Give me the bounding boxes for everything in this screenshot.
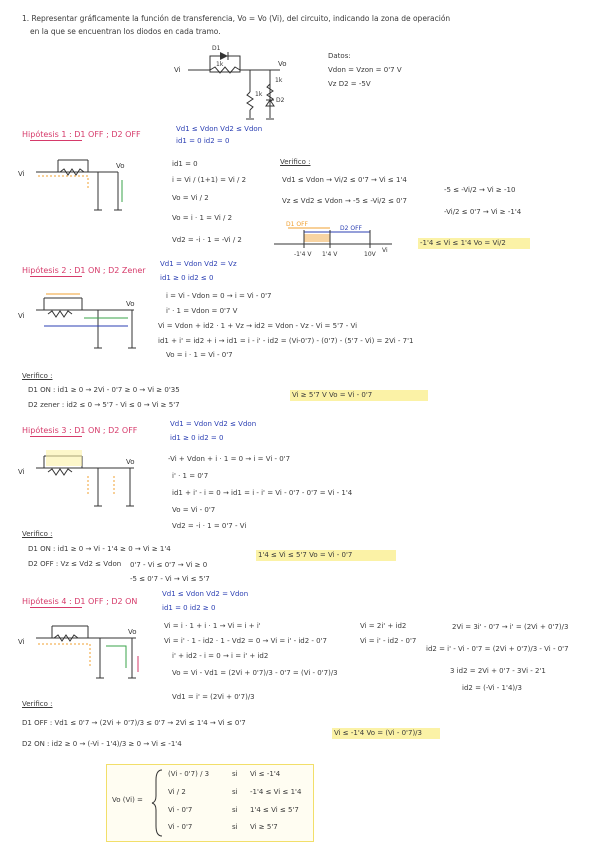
h3-eq-1: -Vi + Vdon + i · 1 = 0 → i = Vi - 0'7 (168, 455, 291, 463)
final-row-3-si: si (232, 806, 238, 814)
h1-eq-5: Vd2 = -i · 1 = -Vi / 2 (172, 236, 242, 244)
hypothesis-3-underline (30, 436, 82, 437)
h1-condition-2: id1 = 0 id2 = 0 (176, 137, 230, 145)
h4-eq-3: i' + id2 - i = 0 → i = i' + id2 (172, 652, 269, 660)
label-vo: Vo (278, 60, 287, 68)
h2-condition-2: id1 ≥ 0 id2 ≤ 0 (160, 274, 214, 282)
h1-condition-1: Vd1 ≤ Vdon Vd2 ≤ Vdon (176, 125, 263, 133)
hypothesis-1-title: Hipótesis 1 : D1 OFF ; D2 OFF (22, 130, 141, 139)
hypothesis-2-underline (30, 276, 82, 277)
h4-result: Vi ≤ -1'4 Vo = (Vi - 0'7)/3 (334, 729, 422, 737)
h4-verify-1: D1 OFF : Vd1 ≤ 0'7 → (2Vi + 0'7)/3 ≤ 0'7 → 2Vi ≤ 1'4 → Vi ≤ 0'7 (22, 719, 246, 727)
h1-verify-3a: -5 ≤ -Vi/2 → Vi ≥ -10 (444, 186, 516, 194)
h1-eq-1: id1 = 0 (172, 160, 198, 168)
h1-vi-label: Vi (18, 170, 25, 178)
h4-result-2: id2 = i' - Vi - 0'7 = (2Vi + 0'7)/3 - Vi - 0'7 (426, 645, 569, 653)
main-circuit-diagram (170, 44, 310, 124)
h3-result: 1'4 ≤ Vi ≤ 5'7 Vo = Vi - 0'7 (258, 551, 353, 559)
h3-condition-1: Vd1 = Vdon Vd2 ≤ Vdon (170, 420, 257, 428)
h4-verify-2: D2 ON : id2 ≥ 0 → (-Vi - 1'4)/3 ≥ 0 → Vi ≤ -1'4 (22, 740, 182, 748)
h1-axis-14: 1'4 V (322, 251, 338, 258)
label-r2: 1k (255, 91, 263, 98)
hypothesis-3-title: Hipótesis 3 : D1 ON ; D2 OFF (22, 426, 138, 435)
h2-condition-1: Vd1 = Vdon Vd2 = Vz (160, 260, 237, 268)
h1-overlap-region (304, 234, 330, 242)
datos-line-1: Vdon = Vzon = 0'7 V (328, 66, 402, 74)
h2-eq-4: id1 + i' = id2 + i → id1 = i - i' - id2 = (Vi-0'7) - (0'7) - (5'7 - Vi) = 2Vi - 7'1 (158, 337, 414, 345)
datos-title: Datos: (328, 52, 351, 60)
h4-result-3: 3 id2 = 2Vi + 0'7 - 3Vi - 2'1 (450, 667, 546, 675)
h1-d1off-label: D1 OFF (286, 221, 308, 228)
h4-side-1: Vi = 2i' + id2 (360, 622, 407, 630)
h3-verify-3b: -5 ≤ 0'7 - Vi → Vi ≤ 5'7 (130, 575, 210, 583)
h4-vo-label: Vo (128, 628, 137, 636)
final-row-2-cond: -1'4 ≤ Vi ≤ 1'4 (250, 788, 302, 796)
final-brace-icon (152, 768, 164, 838)
h4-eq-4: Vo = Vi - Vd1 = (2Vi + 0'7)/3 - 0'7 = (Vi - 0'7)/3 (172, 669, 338, 677)
final-row-2-expr: Vi / 2 (168, 788, 186, 796)
h1-result: -1'4 ≤ Vi ≤ 1'4 Vo = Vi/2 (420, 239, 506, 247)
datos-line-2: Vz D2 = -5V (328, 80, 371, 88)
h1-verifico-title: Verifico : (280, 158, 311, 166)
final-row-4-expr: Vi - 0'7 (168, 823, 193, 831)
h3-verifico-title: Verifico : (22, 530, 53, 538)
h3-verify-1: D1 ON : id1 ≥ 0 → Vi - 1'4 ≥ 0 → Vi ≥ 1'4 (28, 545, 171, 553)
h4-eq-1: Vi = i · 1 + i · 1 → Vi = i + i' (164, 622, 261, 630)
h1-eq-3: Vo = Vi / 2 (172, 194, 209, 202)
final-row-3-cond: 1'4 ≤ Vi ≤ 5'7 (250, 806, 299, 814)
final-row-3-expr: Vi - 0'7 (168, 806, 193, 814)
h1-axis-10: 10V (364, 251, 376, 258)
h2-result: Vi ≥ 5'7 V Vo = Vi - 0'7 (292, 391, 373, 399)
h1-circuit-diagram (18, 150, 148, 220)
h1-eq-2: i = Vi / (1+1) = Vi / 2 (172, 176, 247, 184)
h2-eq-5: Vo = i · 1 = Vi - 0'7 (166, 351, 233, 359)
h4-eq-5: Vd1 = i' = (2Vi + 0'7)/3 (172, 693, 255, 701)
h4-result-4: id2 = (-Vi - 1'4)/3 (462, 684, 522, 692)
label-r1: 1k (216, 61, 224, 68)
final-lhs: Vo (Vi) = (112, 796, 143, 804)
h1-verify-3b: -Vi/2 ≤ 0'7 → Vi ≥ -1'4 (444, 208, 522, 216)
h3-circuit-diagram (18, 446, 148, 516)
label-d2: D2 (276, 97, 285, 104)
final-row-1-cond: Vi ≤ -1'4 (250, 770, 281, 778)
final-row-1-si: si (232, 770, 238, 778)
h1-eq-4: Vo = i · 1 = Vi / 2 (172, 214, 233, 222)
d1-symbol-icon (220, 52, 228, 60)
h2-eq-3: Vi = Vdon + id2 · 1 + Vz → id2 = Vdon - Vz - Vi = 5'7 - Vi (158, 322, 358, 330)
h4-verifico-title: Verifico : (22, 700, 53, 708)
h3-verify-2: D2 OFF : Vz ≤ Vd2 ≤ Vdon (28, 560, 122, 568)
hypothesis-2-title: Hipótesis 2 : D1 ON ; D2 Zener (22, 266, 146, 275)
h3-vo-label: Vo (126, 458, 135, 466)
hypothesis-4-title: Hipótesis 4 : D1 OFF ; D2 ON (22, 597, 138, 606)
h4-circuit-diagram (18, 616, 154, 686)
h4-eq-2: Vi = i' · 1 - id2 · 1 - Vd2 = 0 → Vi = i' - id2 - 0'7 (164, 637, 327, 645)
label-vi: Vi (174, 66, 181, 74)
h3-eq-4: Vo = Vi - 0'7 (172, 506, 216, 514)
problem-line-2: en la que se encuentran los diodos en cada tramo. (30, 27, 221, 36)
h2-verify-1: D1 ON : id1 ≥ 0 → 2Vi - 0'7 ≥ 0 → Vi ≥ 0'35 (28, 386, 180, 394)
h3-eq-5: Vd2 = -i · 1 = 0'7 - Vi (172, 522, 247, 530)
h2-eq-2: i' · 1 = Vdon = 0'7 V (166, 307, 238, 315)
h3-vi-label: Vi (18, 468, 25, 476)
hypothesis-1-underline (30, 140, 82, 141)
final-row-1-expr: (Vi - 0'7) / 3 (168, 770, 210, 778)
h3-eq-3: id1 + i' - i = 0 → id1 = i - i' = Vi - 0'7 - 0'7 = Vi - 1'4 (172, 489, 353, 497)
h4-side-2: Vi = i' - id2 - 0'7 (360, 637, 417, 645)
h1-vo-label: Vo (116, 162, 125, 170)
h1-verify-2: Vz ≤ Vd2 ≤ Vdon → -5 ≤ -Vi/2 ≤ 0'7 (282, 197, 407, 205)
h1-verify-1: Vd1 ≤ Vdon → Vi/2 ≤ 0'7 → Vi ≤ 1'4 (282, 176, 407, 184)
label-d1: D1 (212, 45, 221, 52)
h2-vo-label: Vo (126, 300, 135, 308)
h1-axis-neg14: -1'4 V (294, 251, 312, 258)
h2-circuit-diagram (18, 288, 148, 358)
h1-number-line (270, 218, 400, 258)
h3-eq-2: i' · 1 = 0'7 (172, 472, 209, 480)
final-row-4-cond: Vi ≥ 5'7 (250, 823, 278, 831)
h4-condition-2: id1 = 0 id2 ≥ 0 (162, 604, 216, 612)
h1-d2off-label: D2 OFF (340, 225, 362, 232)
h4-condition-1: Vd1 ≤ Vdon Vd2 = Vdon (162, 590, 249, 598)
h4-result-1: 2Vi = 3i' - 0'7 → i' = (2Vi + 0'7)/3 (452, 623, 569, 631)
h2-verifico-title: Verifico : (22, 372, 53, 380)
h2-verify-2: D2 zener : id2 ≤ 0 → 5'7 - Vi ≤ 0 → Vi ≥ 5'7 (28, 401, 180, 409)
hypothesis-4-underline (30, 607, 82, 608)
final-row-2-si: si (232, 788, 238, 796)
h2-vi-label: Vi (18, 312, 25, 320)
problem-line-1: 1. Representar gráficamente la función de transferencia, Vo = Vo (Vi), del circuito, indicando la zona de operación (22, 14, 451, 23)
h3-condition-2: id1 ≥ 0 id2 = 0 (170, 434, 224, 442)
label-r3: 1k (275, 77, 283, 84)
h3-verify-3a: 0'7 - Vi ≤ 0'7 → Vi ≥ 0 (130, 561, 208, 569)
final-row-4-si: si (232, 823, 238, 831)
h4-vi-label: Vi (18, 638, 25, 646)
h1-axis-vi: Vi (382, 247, 388, 254)
h2-eq-1: i = Vi - Vdon = 0 → i = Vi - 0'7 (166, 292, 272, 300)
